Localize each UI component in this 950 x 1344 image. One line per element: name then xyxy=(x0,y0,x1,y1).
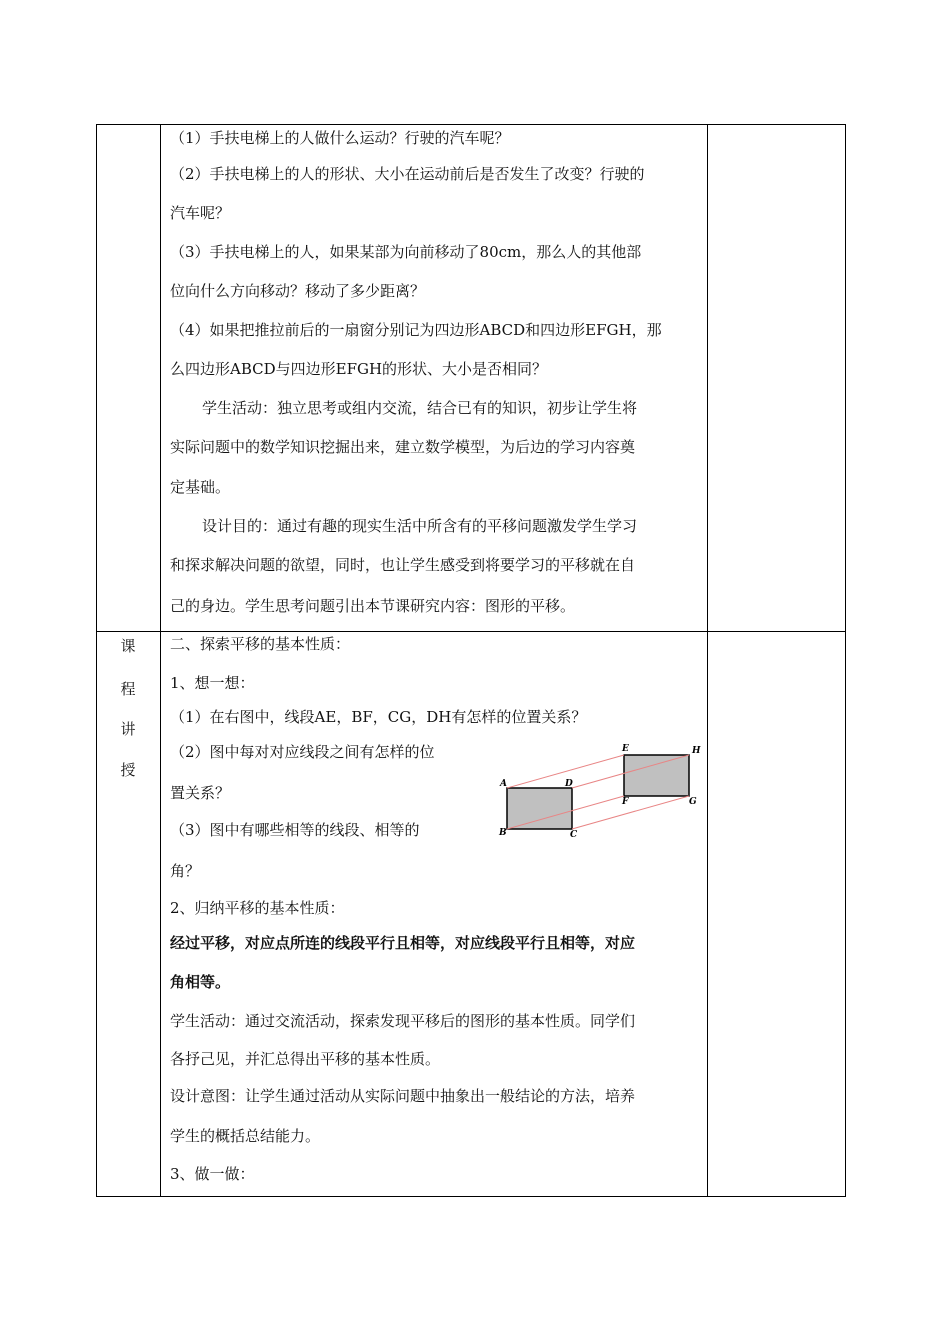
student-activity-line2: 实际问题中的数学知识挖掘出来，建立数学模型，为后边的学习内容奠 xyxy=(170,438,636,456)
table-border-top xyxy=(96,124,846,125)
translation-figure xyxy=(495,740,705,845)
point-label-c: C xyxy=(570,830,578,840)
question-3-line1: （3）手扶电梯上的人，如果某部为向前移动了80cm，那么人的其他部 xyxy=(170,243,642,261)
point-label-d: D xyxy=(565,779,573,789)
question-4-line1: （4）如果把推拉前后的一扇窗分别记为四边形ABCD和四边形EFGH，那 xyxy=(170,321,662,339)
table-border-left xyxy=(96,124,97,1197)
side-label-char: 程 xyxy=(120,680,136,698)
segment-cg xyxy=(572,796,689,829)
table-border-bottom xyxy=(96,1196,846,1197)
section-heading: 二、探索平移的基本性质： xyxy=(170,635,351,653)
rectangle-efgh xyxy=(624,755,689,796)
think-question-3-line2: 角？ xyxy=(170,862,201,880)
think-question-2-line2: 置关系？ xyxy=(170,784,231,802)
point-label-b: B xyxy=(499,828,507,838)
column-divider-1 xyxy=(160,124,161,1197)
row-divider xyxy=(96,631,846,632)
side-label-char: 授 xyxy=(120,761,136,779)
design-intent-line1: 设计意图：让学生通过活动从实际问题中抽象出一般结论的方法，培养 xyxy=(170,1087,636,1105)
student-activity-2-line1: 学生活动：通过交流活动，探索发现平移后的图形的基本性质。同学们 xyxy=(170,1012,636,1030)
design-intent-line2: 学生的概括总结能力。 xyxy=(170,1127,321,1145)
think-question-3-line1: （3）图中有哪些相等的线段、相等的 xyxy=(170,821,420,839)
question-1: （1）手扶电梯上的人做什么运动？行驶的汽车呢？ xyxy=(170,129,510,147)
student-activity-line3: 定基础。 xyxy=(170,478,231,496)
point-label-f: F xyxy=(622,797,629,807)
question-2-line2: 汽车呢？ xyxy=(170,204,231,222)
student-activity-line1: 学生活动：独立思考或组内交流，结合已有的知识，初步让学生将 xyxy=(202,399,638,417)
point-label-g: G xyxy=(689,797,697,807)
student-activity-2-line2: 各抒己见，并汇总得出平移的基本性质。 xyxy=(170,1050,441,1068)
do-heading: 3、做一做： xyxy=(170,1165,255,1183)
rectangle-abcd xyxy=(507,788,572,829)
point-label-a: A xyxy=(500,779,507,789)
design-purpose-line3: 己的身边。学生思考问题引出本节课研究内容：图形的平移。 xyxy=(170,597,576,615)
side-label-char: 讲 xyxy=(120,720,136,738)
think-question-1: （1）在右图中，线段AE，BF，CG，DH有怎样的位置关系？ xyxy=(170,708,587,726)
design-purpose-line2: 和探求解决问题的欲望，同时，也让学生感受到将要学习的平移就在自 xyxy=(170,556,636,574)
property-statement-line2: 角相等。 xyxy=(170,973,231,991)
question-2-line1: （2）手扶电梯上的人的形状、大小在运动前后是否发生了改变？行驶的 xyxy=(170,165,645,183)
question-4-line2: 么四边形ABCD与四边形EFGH的形状、大小是否相同？ xyxy=(170,360,548,378)
point-label-h: H xyxy=(692,746,701,756)
question-3-line2: 位向什么方向移动？移动了多少距离？ xyxy=(170,282,426,300)
design-purpose-line1: 设计目的：通过有趣的现实生活中所含有的平移问题激发学生学习 xyxy=(202,517,638,535)
think-heading: 1、想一想： xyxy=(170,674,255,692)
property-statement-line1: 经过平移，对应点所连的线段平行且相等，对应线段平行且相等，对应 xyxy=(170,934,636,952)
column-divider-2 xyxy=(707,124,708,1197)
table-border-right xyxy=(845,124,846,1197)
side-label-char: 课 xyxy=(120,637,136,655)
point-label-e: E xyxy=(622,744,629,754)
think-question-2-line1: （2）图中每对对应线段之间有怎样的位 xyxy=(170,743,435,761)
summary-heading: 2、归纳平移的基本性质： xyxy=(170,899,345,917)
